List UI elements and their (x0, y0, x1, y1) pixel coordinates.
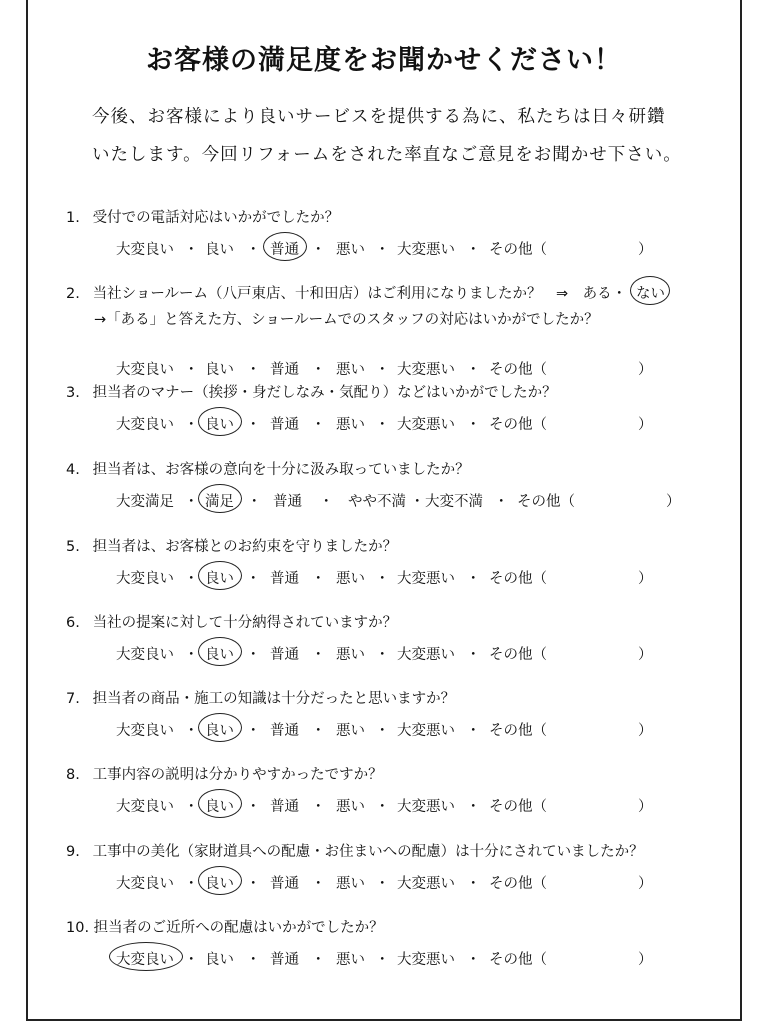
answer-other-close: ） (638, 876, 653, 892)
answer-option[interactable]: その他（ (489, 723, 547, 739)
question-7 (66, 687, 455, 708)
option-separator: ・ (375, 417, 390, 433)
question-text: 担当者の商品・施工の知識は十分だったと思いますか？ (88, 691, 456, 707)
option-separator: ・ (311, 571, 326, 587)
option-separator: ・ (184, 571, 199, 587)
answer-option[interactable]: その他（ (517, 494, 575, 510)
option-separator: ・ (612, 286, 627, 302)
option-separator: ・ (246, 571, 261, 587)
option-separator: ・ (319, 494, 334, 510)
question-text: 受付での電話対応はいかがでしたか？ (88, 210, 340, 226)
answer-other-close: ） (638, 723, 653, 739)
answer-other-close: ） (638, 242, 653, 258)
option-separator: ・ (375, 362, 390, 378)
answer-option[interactable]: その他（ (489, 242, 547, 258)
option-separator: ・ (311, 647, 326, 663)
answer-option[interactable]: 悪い (336, 723, 365, 739)
answer-option[interactable]: 良い (205, 571, 234, 587)
answer-option[interactable]: 普通 (270, 952, 299, 968)
question-text: 当社ショールーム（八戸東店、十和田店）はご利用になりましたか？ ⇒ ある (88, 286, 612, 302)
question-2 (66, 282, 612, 303)
question-3 (66, 381, 557, 402)
question-text: 担当者は、お客様の意向を十分に汲み取っていましたか？ (88, 462, 470, 478)
answer-option[interactable]: 普通 (270, 571, 299, 587)
question-10 (66, 916, 384, 937)
answer-option[interactable]: 悪い (336, 647, 365, 663)
answer-option[interactable]: 普通 (270, 723, 299, 739)
question-text: 担当者のご近所への配慮はいかがでしたか？ (89, 920, 384, 936)
question-8 (66, 763, 383, 784)
answer-option[interactable]: 悪い (336, 362, 365, 378)
question-number: 7. (66, 691, 80, 707)
option-separator: ・ (246, 952, 261, 968)
option-separator: ・ (246, 723, 261, 739)
answer-option[interactable]: その他（ (489, 362, 547, 378)
question-text: 担当者のマナー（挨拶・身だしなみ・気配り）などはいかがでしたか？ (88, 385, 557, 401)
answer-option[interactable]: 大変良い (116, 799, 174, 815)
option-separator: ・ (184, 362, 199, 378)
question-6 (66, 611, 397, 632)
option-separator: ・ (466, 571, 481, 587)
option-separator: ・ (246, 242, 261, 258)
answer-option[interactable]: 大変悪い (397, 242, 455, 258)
question-text: 工事内容の説明は分かりやすかったですか？ (88, 767, 383, 783)
option-separator: ・ (184, 952, 199, 968)
question-number: 6. (66, 615, 80, 631)
question-number: 5. (66, 539, 80, 555)
answer-option[interactable]: 大変良い (116, 362, 174, 378)
answer-circle (630, 276, 670, 305)
option-separator: ・ (246, 417, 261, 433)
answer-option[interactable]: 大変悪い (397, 362, 455, 378)
answer-circle (198, 561, 242, 590)
option-separator: ・ (466, 417, 481, 433)
option-separator: ・ (466, 362, 481, 378)
answer-circle (198, 713, 242, 742)
question-number: 2. (66, 286, 80, 302)
answer-option[interactable]: 普通 (270, 417, 299, 433)
option-separator: ・ (494, 494, 509, 510)
question-number: 10. (66, 920, 90, 936)
answer-option[interactable]: 良い (205, 952, 234, 968)
option-separator: ・ (246, 647, 261, 663)
option-separator: ・ (466, 952, 481, 968)
option-separator: ・ (311, 242, 326, 258)
answer-other-close: ） (638, 362, 653, 378)
page-title: お客様の満足度をお聞かせください！ (146, 45, 622, 76)
answer-option[interactable]: 普通 (273, 494, 302, 510)
question-text: 当社の提案に対して十分納得されていますか？ (88, 615, 398, 631)
answer-circle (109, 942, 183, 971)
answer-option[interactable]: 大変不満 (425, 494, 483, 510)
answer-option[interactable]: その他（ (489, 417, 547, 433)
answer-option[interactable]: 良い (205, 417, 234, 433)
option-separator: ・ (246, 876, 261, 892)
question-number: 8. (66, 767, 80, 783)
option-separator: ・ (311, 952, 326, 968)
question-subtext: →「ある」と答えた方、ショールームでのスタッフの対応はいかがでしたか？ (94, 312, 599, 328)
answer-circle (198, 484, 242, 513)
answer-option[interactable]: 悪い (336, 242, 365, 258)
answer-option[interactable]: 大変良い (116, 876, 174, 892)
answer-other-close: ） (638, 799, 653, 815)
answer-option[interactable]: 普通 (270, 876, 299, 892)
option-separator: ・ (375, 242, 390, 258)
answer-option[interactable]: 大変良い (116, 571, 174, 587)
answer-circle (198, 789, 242, 818)
answer-option[interactable]: 大変良い (116, 242, 174, 258)
answer-other-close: ） (638, 417, 653, 433)
option-separator: ・ (410, 494, 425, 510)
option-separator: ・ (375, 952, 390, 968)
answer-circle (198, 866, 242, 895)
option-separator: ・ (184, 494, 199, 510)
answer-option[interactable]: 大変悪い (397, 723, 455, 739)
option-separator: ・ (311, 417, 326, 433)
answer-option[interactable]: 普通 (270, 799, 299, 815)
option-separator: ・ (247, 494, 262, 510)
answer-other-close: ） (638, 952, 653, 968)
answer-option[interactable]: 悪い (336, 417, 365, 433)
option-separator: ・ (184, 242, 199, 258)
question-9 (66, 840, 644, 861)
answer-option[interactable]: 良い (205, 876, 234, 892)
option-separator: ・ (246, 362, 261, 378)
option-separator: ・ (466, 723, 481, 739)
option-separator: ・ (466, 647, 481, 663)
question-number: 1. (66, 210, 80, 226)
option-separator: ・ (375, 799, 390, 815)
answer-option[interactable]: 普通 (270, 242, 299, 258)
answer-option[interactable]: 悪い (336, 952, 365, 968)
question-number: 9. (66, 844, 80, 860)
answer-option[interactable]: 悪い (336, 571, 365, 587)
answer-option[interactable]: 良い (205, 362, 234, 378)
answer-option[interactable]: 大変良い (116, 647, 174, 663)
option-separator: ・ (466, 876, 481, 892)
question-5 (66, 535, 397, 556)
intro-line-1: 今後、お客様により良いサービスを提供する為に、私たちは日々研鑽 (92, 107, 666, 127)
answer-option[interactable]: 悪い (336, 876, 365, 892)
intro-line-2: いたします。今回リフォームをされた率直なご意見をお聞かせ下さい。 (92, 145, 682, 165)
option-separator: ・ (184, 417, 199, 433)
answer-extra[interactable]: ない (636, 286, 665, 302)
answer-option[interactable]: 良い (205, 242, 234, 258)
answer-option[interactable]: その他（ (489, 571, 547, 587)
question-number: 4. (66, 462, 80, 478)
option-separator: ・ (184, 876, 199, 892)
answer-option[interactable]: 大変悪い (397, 799, 455, 815)
answer-option[interactable]: 大変悪い (397, 876, 455, 892)
option-separator: ・ (311, 362, 326, 378)
answer-option[interactable]: 悪い (336, 799, 365, 815)
answer-option[interactable]: 大変良い (116, 723, 174, 739)
answer-option[interactable]: その他（ (489, 799, 547, 815)
option-separator: ・ (375, 647, 390, 663)
answer-option[interactable]: その他（ (489, 952, 547, 968)
question-4 (66, 458, 470, 479)
answer-option[interactable]: 大変悪い (397, 571, 455, 587)
question-1 (66, 206, 339, 227)
answer-option[interactable]: 大変満足 (116, 494, 174, 510)
question-text: 担当者は、お客様とのお約束を守りましたか？ (88, 539, 398, 555)
answer-option[interactable]: その他（ (489, 876, 547, 892)
answer-option[interactable]: 良い (205, 723, 234, 739)
option-separator: ・ (375, 876, 390, 892)
answer-option[interactable]: 満足 (205, 494, 234, 510)
question-text: 工事中の美化（家財道具への配慮・お住まいへの配慮）は十分にされていましたか？ (88, 844, 644, 860)
answer-option[interactable]: 大変悪い (397, 647, 455, 663)
answer-option[interactable]: 良い (205, 647, 234, 663)
answer-other-close: ） (638, 571, 653, 587)
option-separator: ・ (311, 799, 326, 815)
answer-other-close: ） (638, 647, 653, 663)
option-separator: ・ (375, 571, 390, 587)
option-separator: ・ (466, 242, 481, 258)
answer-option[interactable]: 大変良い (116, 952, 174, 968)
answer-circle (263, 232, 307, 261)
answer-option[interactable]: 普通 (270, 362, 299, 378)
answer-other-close: ） (666, 494, 681, 510)
answer-option[interactable]: 普通 (270, 647, 299, 663)
option-separator: ・ (375, 723, 390, 739)
answer-option[interactable]: やや不満 (348, 494, 406, 510)
option-separator: ・ (466, 799, 481, 815)
option-separator: ・ (184, 799, 199, 815)
answer-option[interactable]: 大変良い (116, 417, 174, 433)
answer-option[interactable]: その他（ (489, 647, 547, 663)
answer-circle (198, 637, 242, 666)
answer-option[interactable]: 大変悪い (397, 952, 455, 968)
option-separator: ・ (184, 723, 199, 739)
option-separator: ・ (246, 799, 261, 815)
answer-option[interactable]: 大変悪い (397, 417, 455, 433)
answer-circle (198, 407, 242, 436)
option-separator: ・ (311, 876, 326, 892)
option-separator: ・ (184, 647, 199, 663)
answer-option[interactable]: 良い (205, 799, 234, 815)
question-number: 3. (66, 385, 80, 401)
option-separator: ・ (311, 723, 326, 739)
